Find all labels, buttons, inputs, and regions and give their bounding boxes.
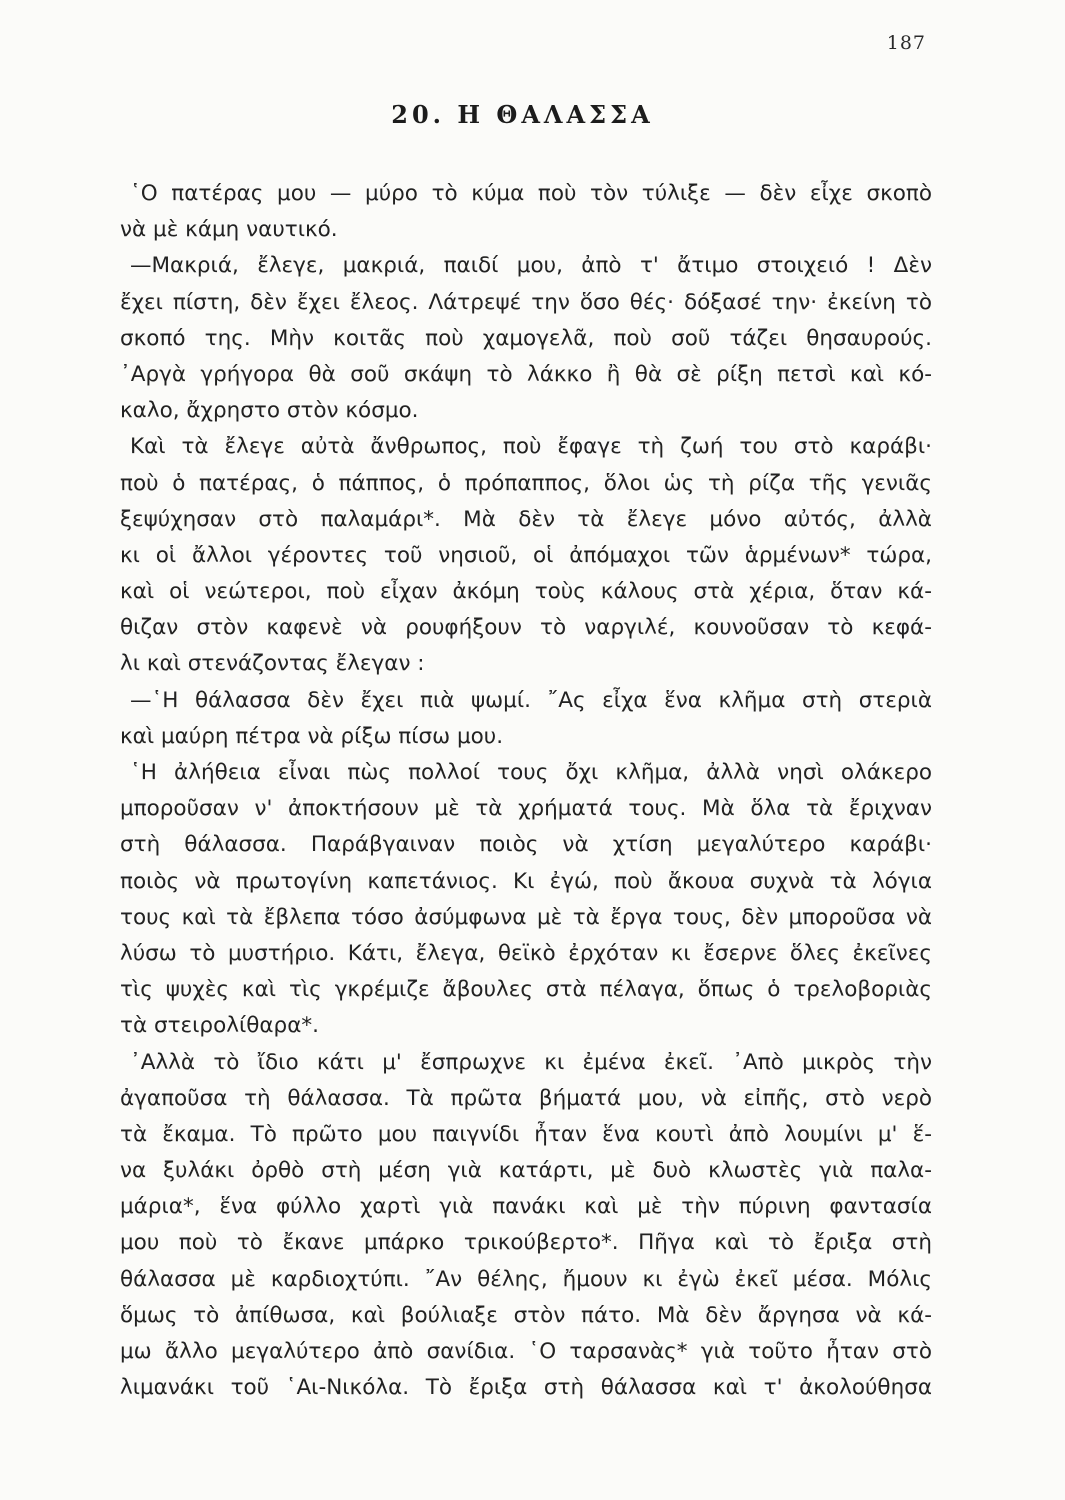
text-line: ᾿Αλλὰ τὸ ἴδιο κάτι μ' ἔσπρωχνε κι ἐμένα ἐκεῖ. ᾿Απὸ μικρὸς τὴν [130, 1049, 932, 1075]
text-line: νὰ μὲ κάμη ναυτικό. [120, 217, 338, 243]
text-line: ἀγαποῦσα τὴ θάλασσα. Τὰ πρῶτα βήματά μου, νὰ εἰπῆς, στὸ νερὸ [120, 1085, 932, 1111]
text-line: λιμανάκι τοῦ ῾Αι-Νικόλα. Τὸ ἔριξα στὴ θάλασσα καὶ τ' ἀκολούθησα [120, 1375, 932, 1401]
text-line: ποιὸς νὰ πρωτογίνη καπετάνιος. Κι ἐγώ, ποὺ ἄκουα συχνὰ τὰ λόγια [120, 868, 932, 894]
text-line: ᾿Αργὰ γρήγορα θὰ σοῦ σκάψη τὸ λάκκο ἢ θὰ σὲ ρίξη πετσὶ καὶ κό- [120, 361, 932, 387]
text-line: μάρια*, ἕνα φύλλο χαρτὶ γιὰ πανάκι καὶ μὲ τὴν πύρινη φαντασία [120, 1194, 932, 1220]
text-line: λύσω τὸ μυστήριο. Κάτι, ἔλεγα, θεϊκὸ ἐρχόταν κι ἔσερνε ὅλες ἐκεῖνες [120, 940, 932, 966]
text-line: ὅμως τὸ ἀπίθωσα, καὶ βούλιαξε στὸν πάτο. Μὰ δὲν ἄργησα νὰ κά- [120, 1302, 932, 1328]
text-line: ποὺ ὁ πατέρας, ὁ πάππος, ὁ πρόπαππος, ὅλοι ὡς τὴ ρίζα τῆς γενιᾶς [120, 470, 932, 496]
text-line: καὶ οἱ νεώτεροι, ποὺ εἶχαν ἀκόμη τοὺς κάλους στὰ χέρια, ὅταν κά- [120, 579, 932, 605]
text-line: μου ποὺ τὸ ἔκανε μπάρκο τρικούβερτο*. Πῆγα καὶ τὸ ἔριξα στὴ [120, 1230, 932, 1256]
text-line: ῾Η ἀλήθεια εἶναι πὼς πολλοί τους ὄχι κλῆμα, ἀλλὰ νησὶ ολάκερο [130, 760, 932, 785]
text-line: ῾Ο πατέρας μου — μύρο τὸ κύμα ποὺ τὸν τύλιξε — δὲν εἶχε σκοπὸ [130, 181, 932, 206]
text-line: στὴ θάλασσα. Παράβγαιναν ποιὸς νὰ χτίση μεγαλύτερο καράβι· [120, 832, 932, 858]
text-line: καὶ μαύρη πέτρα νὰ ρίξω πίσω μου. [120, 723, 504, 749]
text-line: τους καὶ τὰ ἔβλεπα τόσο ἀσύμφωνα μὲ τὰ ἔργα τους, δὲν μποροῦσα νὰ [120, 904, 932, 930]
text-line: τὰ στειρολίθαρα*. [120, 1013, 319, 1039]
text-line: ἔχει πίστη, δὲν ἔχει ἔλεος. Λάτρεψέ την ὅσο θές· δόξασέ την· ἐκείνη τὸ [120, 289, 932, 315]
text-line: τὶς ψυχὲς καὶ τὶς γκρέμιζε ἄβουλες στὰ πέλαγα, ὅπως ὁ τρελοβοριὰς [120, 977, 932, 1003]
text-line: σκοπό της. Μὴν κοιτᾶς ποὺ χαμογελᾶ, ποὺ σοῦ τάζει θησαυρούς. [120, 325, 932, 351]
text-line: καλο, ἄχρηστο στὸν κόσμο. [120, 398, 419, 424]
text-line: θιζαν στὸν καφενὲ νὰ ρουφήξουν τὸ ναργιλέ, κουνοῦσαν τὸ κεφά- [120, 615, 932, 641]
text-line: να ξυλάκι ὀρθὸ στὴ μέση γιὰ κατάρτι, μὲ δυὸ κλωστὲς γιὰ παλα- [120, 1158, 932, 1184]
text-line: Καὶ τὰ ἔλεγε αὐτὰ ἄνθρωπος, ποὺ ἔφαγε τὴ ζωή του στὸ καράβι· [130, 434, 932, 460]
text-line: —῾Η θάλασσα δὲν ἔχει πιὰ ψωμί. ῎Ας εἶχα ἕνα κλῆμα στὴ στεριὰ [130, 687, 932, 713]
chapter-title-text: 20. Η ΘΑΛΑΣΣΑ [391, 100, 654, 129]
text-line: —Μακριά, ἔλεγε, μακριά, παιδί μου, ἀπὸ τ' ἄτιμο στοιχειό ! Δὲν [130, 253, 932, 279]
page-number: 187 [886, 32, 926, 54]
body-text [120, 176, 932, 1406]
text-line: τὰ ἔκαμα. Τὸ πρῶτο μου παιγνίδι ἦταν ἕνα κουτὶ ἀπὸ λουμίνι μ' ἕ- [120, 1121, 932, 1147]
text-line: θάλασσα μὲ καρδιοχτύπι. ῎Αν θέλης, ἤμουν κι ἐγὼ ἐκεῖ μέσα. Μόλις [120, 1266, 932, 1292]
text-line: κι οἱ ἄλλοι γέροντες τοῦ νησιοῦ, οἱ ἀπόμαχοι τῶν ἁρμένων* τώρα, [120, 542, 932, 568]
text-line: μω ἄλλο μεγαλύτερο ἀπὸ σανίδια. ῾Ο ταρσανὰς* γιὰ τοῦτο ἦταν στὸ [120, 1339, 932, 1364]
chapter-title [0, 100, 1065, 129]
text-line: λι καὶ στενάζοντας ἔλεγαν : [120, 651, 425, 677]
text-line: ξεψύχησαν στὸ παλαμάρι*. Μὰ δὲν τὰ ἔλεγε μόνο αὐτός, ἀλλὰ [120, 506, 932, 532]
text-line: μποροῦσαν ν' ἀποκτήσουν μὲ τὰ χρήματά τους. Μὰ ὅλα τὰ ἔριχναν [120, 796, 932, 822]
